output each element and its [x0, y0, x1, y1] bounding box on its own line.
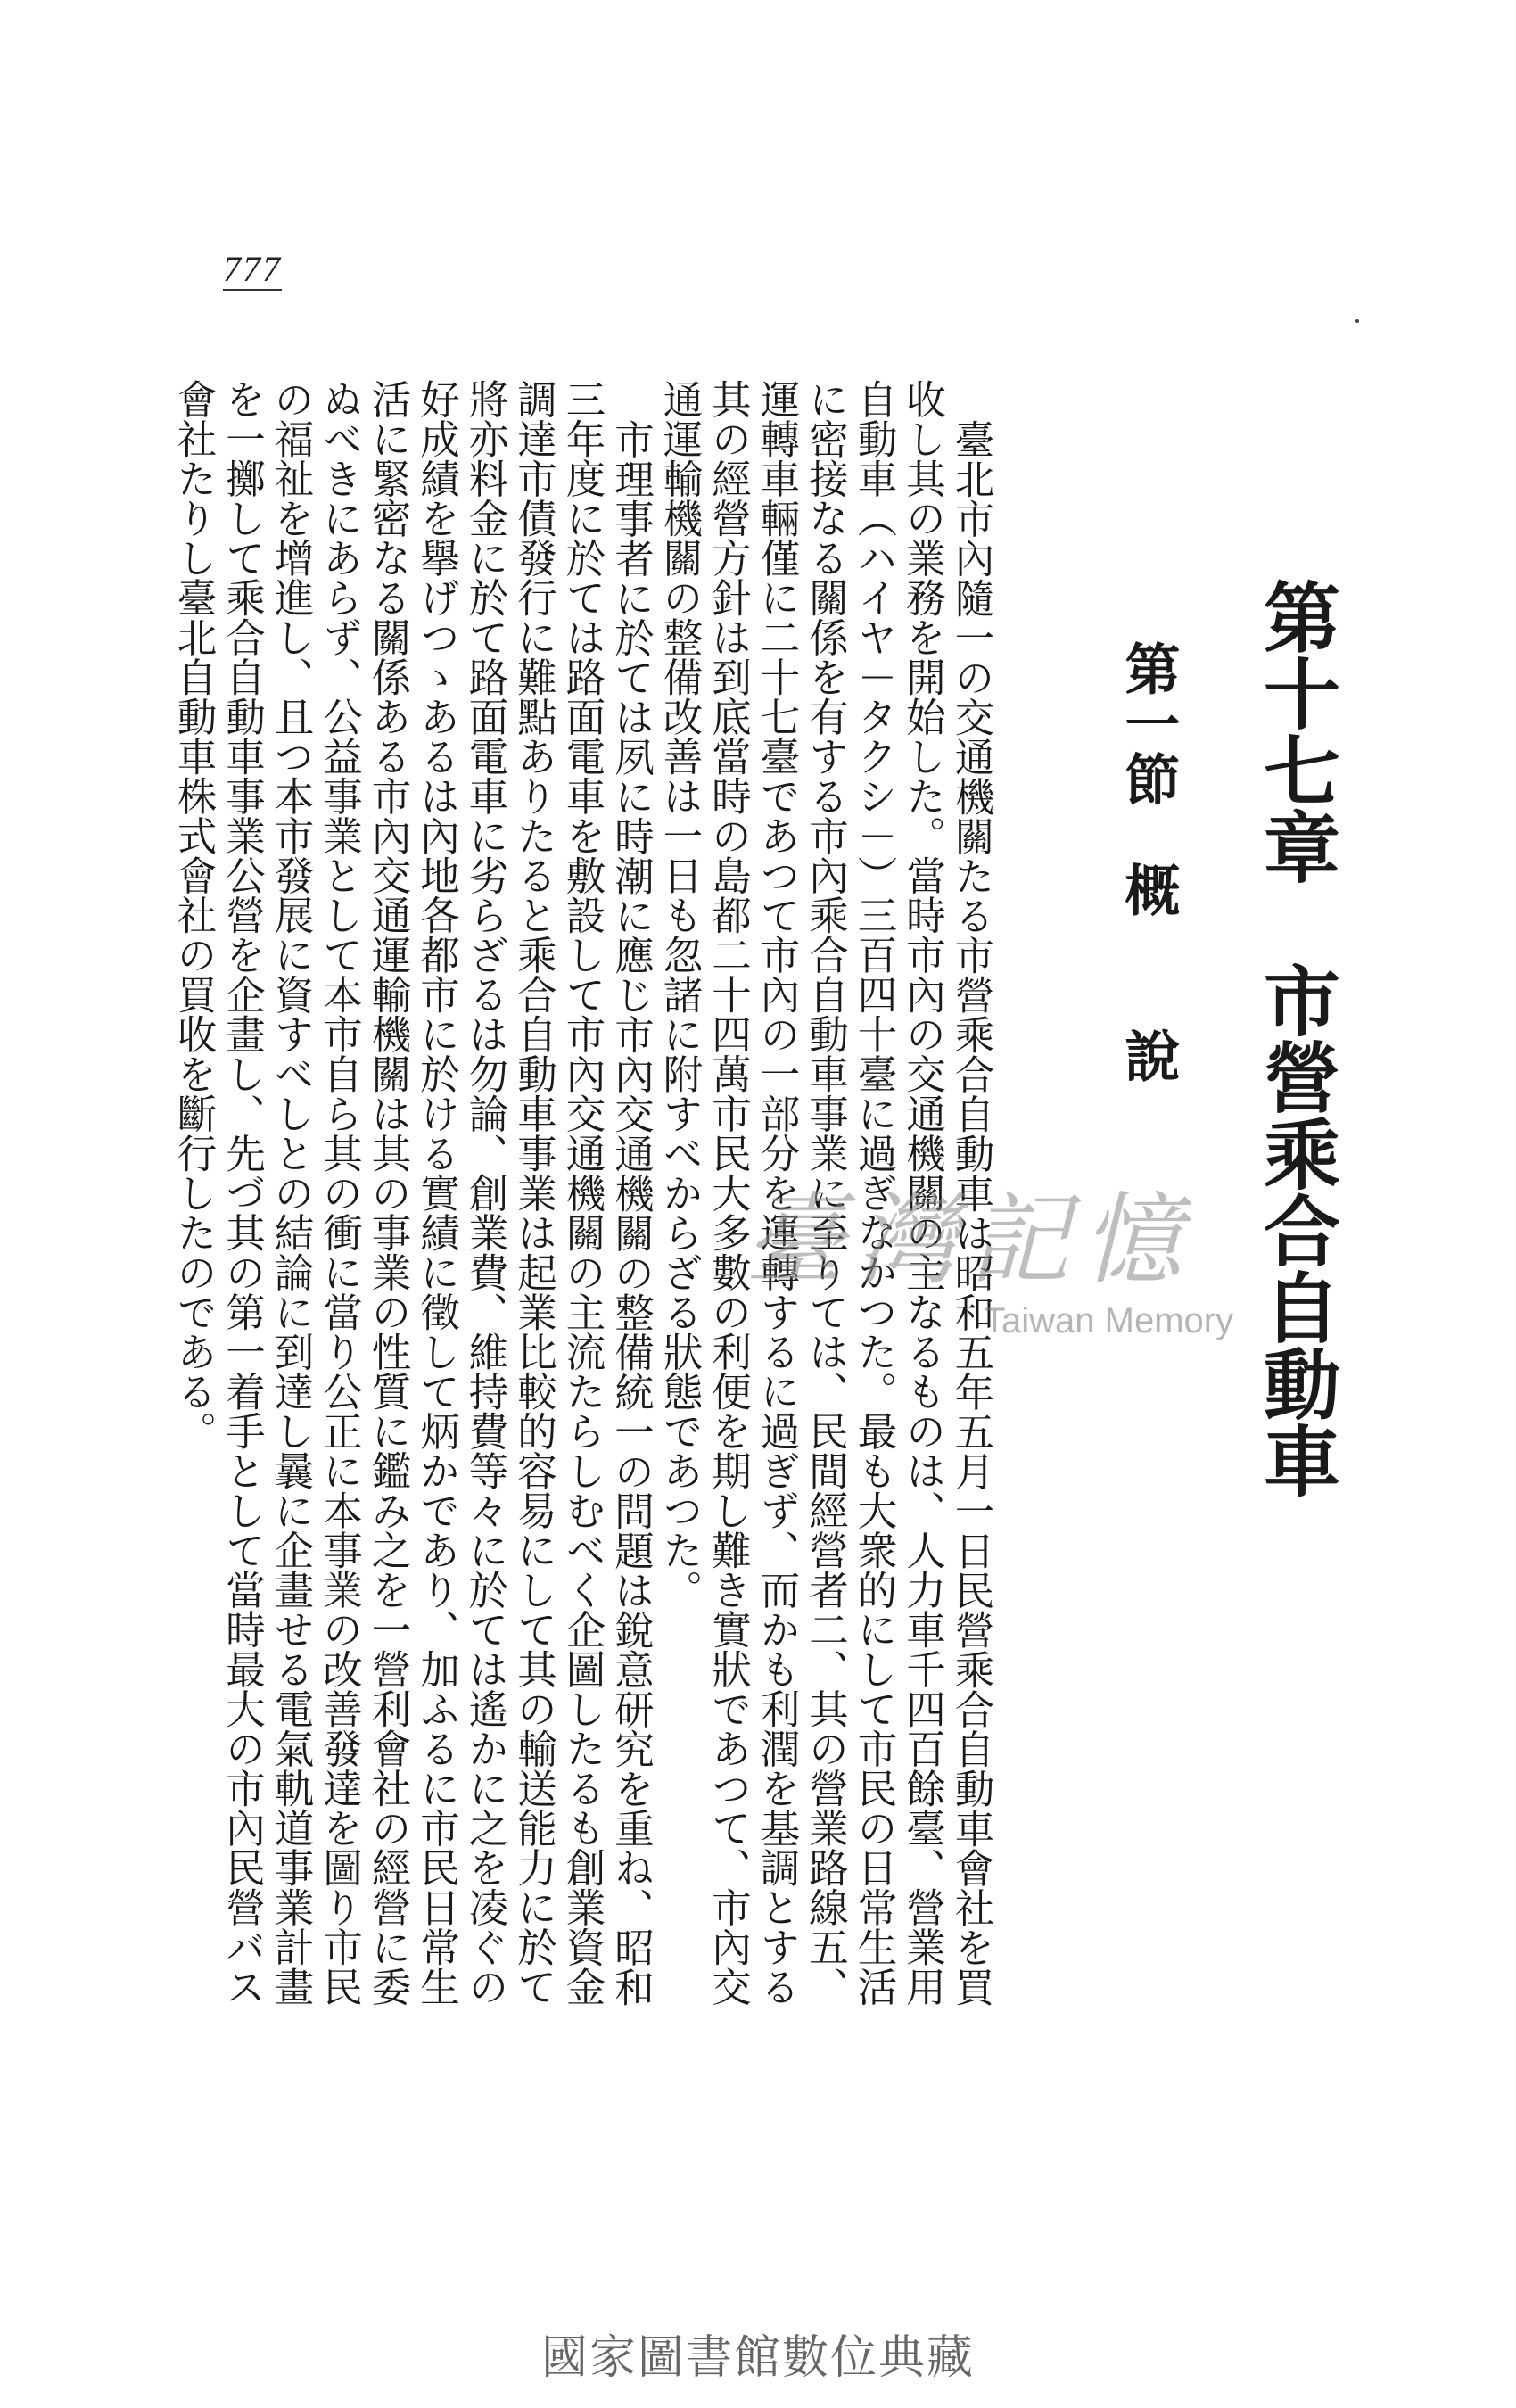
watermark-chinese: 臺灣記憶: [745, 1183, 1194, 1299]
page-number: 777: [223, 249, 282, 289]
section-title: 第一節 概 說: [1116, 640, 1181, 1083]
scan-speck: [1355, 319, 1359, 323]
paragraph-2: 市理事者に於ては夙に時潮に應じ市內交通機關の整備統一の問題は銳意研究を重ね、昭和三年度に於ては路面電車を敷設して市內交通機關の主流たらしむべく企圖したるも創業資金調達市債發行に難點ありたると乘合自動車事業は起業比較的容易にして其の輸送能力に於て將亦料金に於て路面電車に劣らざるは勿論、創業費、維持費等々に於ては遙かに之を凌ぐの好成績を擧げつゝあるは內地各都市に於ける實績に徵して炳かであり、加ふるに市民日常生活に緊密なる關係ある市內交通運輸機關は其の事業の性質に鑑み之を一營利會社の經營に委ぬべきにあらず、公益事業として本市自ら其の衝に當り公正に本事業の改善發達を圖り市民の福祉を增進し、且つ本市發展に資すべしとの結論に到達し曩に企畫せる電氣軌道事業計畫を一擲して乘合自動車事業公營を企畫し、先づ其の第一着手として當時最大の市內民營バス會社たりし臺北自動車株式會社の買收を斷行したのである。: [170, 379, 654, 2007]
chapter-title: 第十七章 市營乘合自動車: [1250, 578, 1340, 1498]
paragraph-1: 臺北市內隨一の交通機關たる市營乘合自動車は昭和五年五月一日民營乘合自動車會社を買收し其の業務を開始した。當時市內の交通機關の主なるものは、人力車千四百餘臺、營業用自動車（ハイヤ－タクシ－）三百四十臺に過ぎなかつた。最も大衆的にして市民の日常生活に密接なる關係を有する市內乘合自動車事業に至りては、民間經營者二、其の營業路線五、運轉車輛僅に二十七臺であつて市內の一部分を運轉するに過ぎず、而かも利潤を基調とする其の經營方針は到底當時の島都二十四萬市民大多數の利便を期し難き實狀であつて、市內交通運輸機關の整備改善は一日も忽諸に附すべからざる狀態であつた。: [656, 379, 993, 2007]
watermark-english: Taiwan Memory: [984, 1301, 1234, 1340]
body-text: [169, 379, 995, 2020]
footer-library: 國家圖書館數位典藏: [540, 2331, 975, 2385]
